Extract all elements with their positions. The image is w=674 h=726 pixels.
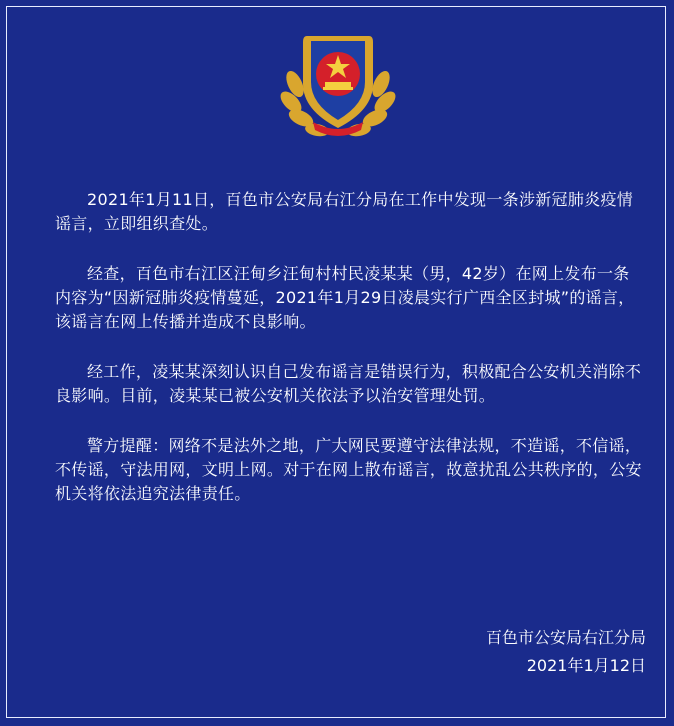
paragraph-4: 警方提醒：网络不是法外之地，广大网民要遵守法律法规，不造谣，不信谣，不传谣，守法用网，文明上网。对于在网上散布谣言，故意扰乱公共秩序的，公安机关将依法追究法律责任。 — [55, 436, 642, 503]
signature-organization: 百色市公安局右江分局 — [485, 628, 646, 647]
paragraph-3: 经工作，凌某某深刻认识自己发布谣言是错误行为，积极配合公安机关消除不良影响。目前，凌某某已被公安机关依法予以治安管理处罚。 — [55, 362, 642, 405]
paragraph-2: 经查，百色市右江区汪甸乡汪甸村村民凌某某（男，42岁）在网上发布一条内容为“因新冠肺炎疫情蔓延，2021年1月29日凌晨实行广西全区封城”的谣言，该谣言在网上传播并造成不良影响。 — [55, 264, 635, 331]
signature-date: 2021年1月12日 — [526, 656, 646, 675]
notice-body — [55, 188, 645, 532]
paragraph-1: 2021年1月11日，百色市公安局右江分局在工作中发现一条涉新冠肺炎疫情谣言，立即组织查处。 — [55, 190, 634, 233]
police-emblem-icon — [273, 24, 403, 144]
signature-block — [486, 624, 646, 680]
